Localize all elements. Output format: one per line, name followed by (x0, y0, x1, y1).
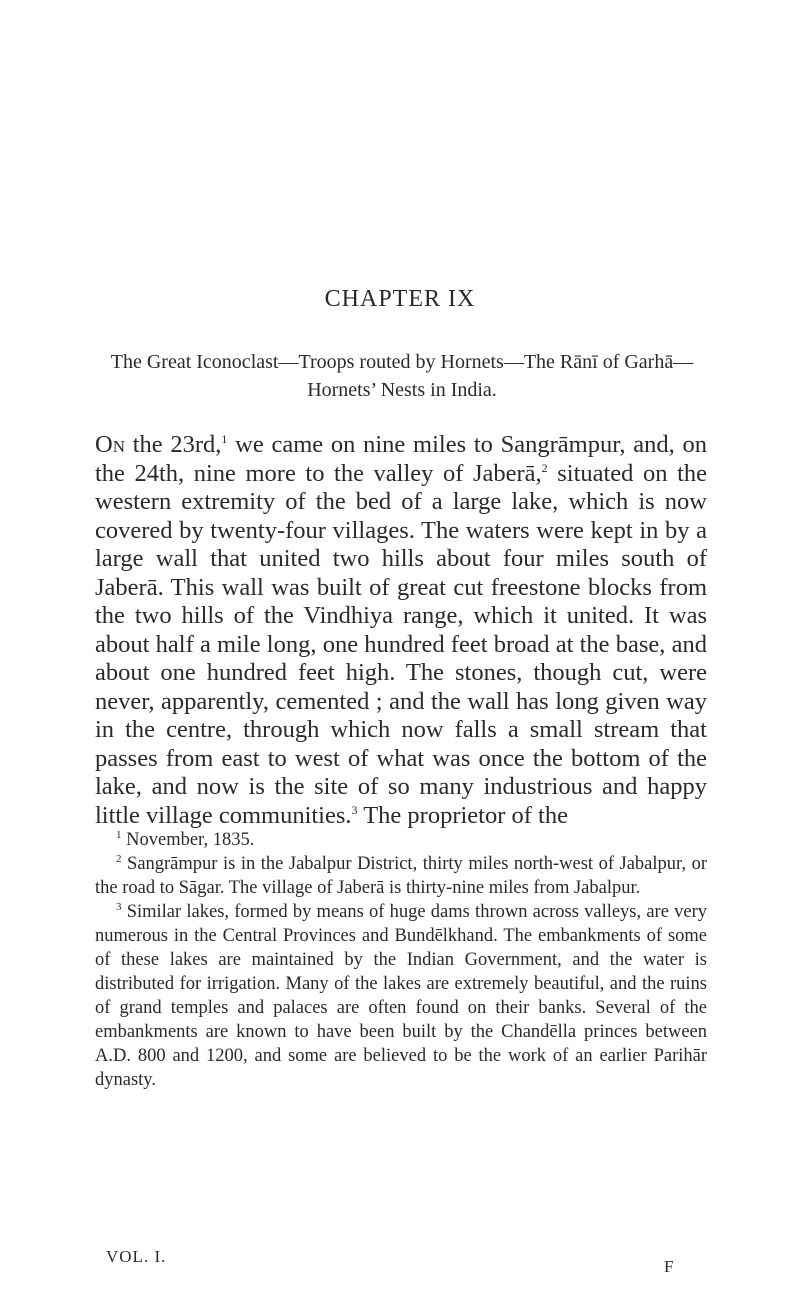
footnote-ref: 1 (221, 431, 228, 446)
gathering-signature: F (664, 1257, 674, 1276)
footnote-text: Sangrāmpur is in the Jabalpur District, thirty miles north-west of Jabalpur, or the road to Sāgar. The village of Jaberā is thirty-nine miles from Jabalpur. (95, 854, 707, 898)
footnote-mark: 3 (116, 900, 122, 913)
footnote-ref: 2 (541, 460, 548, 475)
paragraph-text: situated on the western extremity of the bed of a large lake, which is now covered by twenty-four villages. The waters were kept in by a large wall that united two hills about four miles south of Jaberā. This wall was built of great cut freestone blocks from the two hills of the Vindhiya range, which it united. It was about half a mile long, one hundred feet broad at the base, and about one hundred feet high. The stones, though cut, were never, apparently, cemented ; and the wall has long given way in the centre, through which now falls a small stream that passes from east to west of what was once the bottom of the lake, and now is the site of so many industrious and happy little village communities. (95, 459, 707, 829)
chapter-heading: CHAPTER IX (324, 286, 476, 312)
footnote (95, 900, 707, 1092)
footnote (95, 828, 707, 852)
opening-word: On (95, 431, 125, 458)
footnotes (95, 828, 707, 1092)
chapter-summary: The Great Iconoclast—Troops routed by Hornets—The Rānī of Garhā—Hornets’ Nests in India. (110, 351, 694, 401)
footnote (95, 852, 707, 900)
paragraph-text: we came on nine miles to Sangrāmpur, and, on the 24th, nine more to the valley of Jaberā, (95, 431, 707, 487)
footnote-mark: 1 (116, 828, 122, 841)
footnote-mark: 2 (116, 852, 122, 865)
footnote-text: November, 1835. (121, 830, 255, 850)
footnote-ref: 3 (351, 802, 358, 817)
footnote-text: Similar lakes, formed by means of huge dams thrown across valleys, are very numerous in the Central Provinces and Bundēlkhand. The embankments of some of these lakes are maintained by the Indian Government, and the water is distributed for irrigation. Many of the lakes are extremely beautiful, and the ruins of grand temples and palaces are often found on their banks. Several of the embankments are known to have been built by the Chandēlla princes between A.D. 800 and 1200, and some are believed to be the work of an earlier Parihār dynasty. (95, 902, 707, 1090)
paragraph-text: The proprietor of the (357, 801, 568, 829)
volume-signature: VOL. I. (106, 1247, 167, 1266)
body-paragraph (95, 431, 707, 830)
paragraph-text: the 23rd, (124, 431, 222, 458)
